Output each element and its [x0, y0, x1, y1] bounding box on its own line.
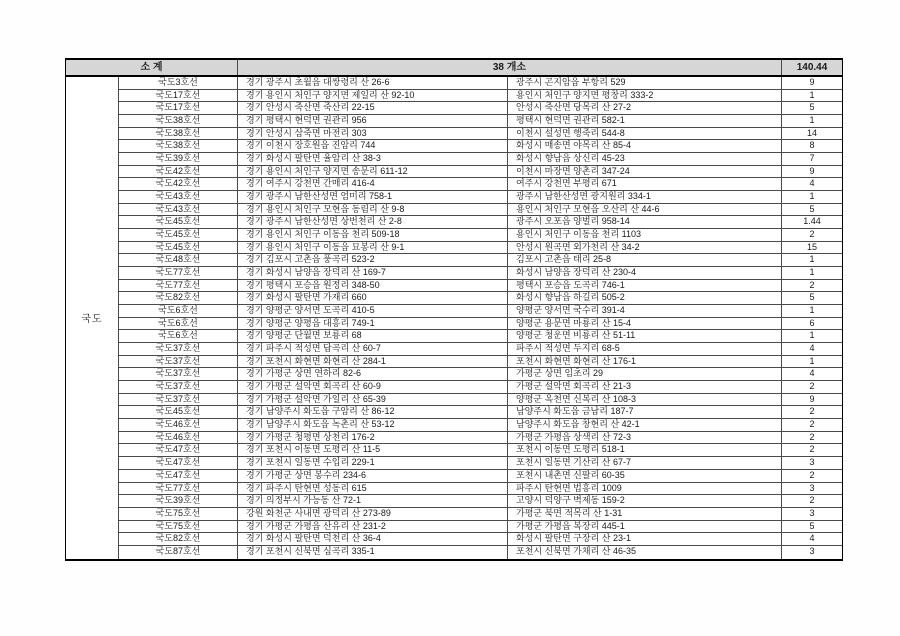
quantity-cell: 5 — [809, 292, 815, 303]
start-address-cell: 경기 용인시 처인구 양지면 제일리 산 92-10 — [238, 90, 508, 102]
route-name-cell: 국도43호선 — [119, 191, 238, 203]
quantity-cell: 9 — [809, 393, 815, 404]
quantity-cell: 15 — [806, 241, 817, 252]
start-address-cell: 경기 화성시 남양읍 장덕리 산 169-7 — [238, 267, 508, 279]
start-address-cell: 경기 평택시 현덕면 권관리 956 — [238, 115, 508, 127]
start-address-cell: 경기 남양주시 화도읍 녹촌리 산 53-12 — [238, 419, 508, 431]
start-address-cell: 경기 여주시 강천면 간매리 416-4 — [238, 178, 508, 190]
end-address-cell: 이천시 마장면 양촌리 347-24 — [508, 166, 782, 178]
group-label-cell: 국도 — [66, 77, 119, 559]
start-address-cell: 경기 광주시 남한산성면 엄미리 758-1 — [238, 191, 508, 203]
quantity-cell: 4 — [809, 178, 815, 189]
end-address-cell: 이천시 설성면 행죽리 544-8 — [508, 128, 782, 140]
quantity-cell: 9 — [809, 77, 815, 87]
route-name-cell: 국도45호선 — [119, 216, 238, 228]
quantity-cell: 1 — [809, 305, 815, 316]
end-address-cell: 포천시 이동면 도평리 518-1 — [508, 444, 782, 456]
quantity-cell: 3 — [809, 482, 815, 493]
end-address-cell: 화성시 향남읍 상신리 45-23 — [508, 153, 782, 165]
table-row — [119, 102, 842, 115]
end-address-cell: 남양주시 화도읍 금남리 187-7 — [508, 406, 782, 418]
end-address-cell: 광주시 오포읍 양벌리 958-14 — [508, 216, 782, 228]
route-name-cell: 국도6호선 — [119, 305, 238, 317]
end-address-cell: 양평군 청운면 비룡리 산 51-11 — [508, 330, 782, 342]
end-address-cell: 파주시 적성면 두지리 68-5 — [508, 343, 782, 355]
quantity-cell: 1 — [809, 254, 815, 265]
quantity-cell: 3 — [809, 507, 815, 518]
table-row — [119, 343, 842, 356]
end-address-cell: 안성시 원곡면 외가천리 산 34-2 — [508, 242, 782, 254]
route-name-cell: 국도37호선 — [119, 356, 238, 368]
route-name-cell: 국도46호선 — [119, 432, 238, 444]
start-address-cell: 경기 포천시 신북면 심곡리 335-1 — [238, 546, 508, 559]
start-address-cell: 경기 파주시 탄현면 성동리 615 — [238, 483, 508, 495]
end-address-cell: 용인시 처인구 이동읍 천리 1103 — [508, 229, 782, 241]
start-address-cell: 경기 용인시 처인구 이동읍 묘봉리 산 9-1 — [238, 242, 508, 254]
table-row — [119, 305, 842, 318]
quantity-cell: 4 — [809, 368, 815, 379]
route-name-cell: 국도43호선 — [119, 204, 238, 216]
quantity-cell: 1 — [809, 355, 815, 366]
end-address-cell: 포천시 내촌면 신팔리 60-35 — [508, 470, 782, 482]
route-name-cell: 국도42호선 — [119, 166, 238, 178]
table-row — [119, 90, 842, 103]
route-name-cell: 국도38호선 — [119, 128, 238, 140]
start-address-cell: 경기 가평군 청평면 상천리 176-2 — [238, 432, 508, 444]
table-row — [119, 229, 842, 242]
route-name-cell: 국도75호선 — [119, 521, 238, 533]
route-name-cell: 국도3호선 — [119, 77, 238, 89]
table-row — [119, 432, 842, 445]
table-row — [119, 521, 842, 534]
start-address-cell: 경기 양평군 양서면 도곡리 410-5 — [238, 305, 508, 317]
end-address-cell: 양평군 용문면 마룡리 산 15-4 — [508, 318, 782, 330]
route-name-cell: 국도46호선 — [119, 419, 238, 431]
end-address-cell: 화성시 향남읍 하길리 505-2 — [508, 292, 782, 304]
table-row — [119, 457, 842, 470]
route-name-cell: 국도37호선 — [119, 368, 238, 380]
route-name-cell: 국도47호선 — [119, 457, 238, 469]
start-address-cell: 경기 의정부시 가능동 산 72-1 — [238, 495, 508, 507]
table-row — [119, 381, 842, 394]
route-name-cell: 국도42호선 — [119, 178, 238, 190]
table-row — [119, 533, 842, 546]
start-address-cell: 경기 화성시 팔탄면 율암리 산 38-3 — [238, 153, 508, 165]
summary-count: 38 개소 — [238, 60, 782, 75]
end-address-cell: 가평군 가평읍 복장리 445-1 — [508, 521, 782, 533]
table-row — [119, 128, 842, 141]
summary-row — [66, 60, 842, 77]
table-row — [119, 419, 842, 432]
end-address-cell: 김포시 고촌읍 태리 25-8 — [508, 254, 782, 266]
summary-total: 140.44 — [796, 62, 828, 73]
end-address-cell: 화성시 팔탄면 구장리 산 23-1 — [508, 533, 782, 545]
quantity-cell: 2 — [809, 406, 815, 417]
route-name-cell: 국도45호선 — [119, 242, 238, 254]
quantity-cell: 5 — [809, 203, 815, 214]
start-address-cell: 경기 양평군 단월면 보룡리 68 — [238, 330, 508, 342]
table-row — [119, 254, 842, 267]
route-name-cell: 국도87호선 — [119, 546, 238, 559]
table-row — [119, 115, 842, 128]
end-address-cell: 양평군 옥천면 신복리 산 108-3 — [508, 394, 782, 406]
start-address-cell: 강원 화천군 사내면 광덕리 산 273-89 — [238, 508, 508, 520]
route-name-cell: 국도17호선 — [119, 102, 238, 114]
quantity-cell: 6 — [809, 317, 815, 328]
quantity-cell: 3 — [809, 545, 815, 556]
quantity-cell: 9 — [809, 165, 815, 176]
table-row — [119, 495, 842, 508]
road-register-table — [65, 58, 843, 561]
start-address-cell: 경기 이천시 장호원읍 진암리 744 — [238, 140, 508, 152]
start-address-cell: 경기 김포시 고촌읍 풍곡리 523-2 — [238, 254, 508, 266]
start-address-cell: 경기 파주시 적성면 답곡리 산 60-7 — [238, 343, 508, 355]
quantity-cell: 5 — [809, 520, 815, 531]
route-name-cell: 국도39호선 — [119, 495, 238, 507]
table-row — [119, 292, 842, 305]
end-address-cell: 포천시 화현면 화현리 산 176-1 — [508, 356, 782, 368]
quantity-cell: 2 — [809, 419, 815, 430]
route-name-cell: 국도77호선 — [119, 267, 238, 279]
route-name-cell: 국도6호선 — [119, 318, 238, 330]
end-address-cell: 안성시 죽산면 당목리 산 27-2 — [508, 102, 782, 114]
table-row — [119, 178, 842, 191]
table-body — [66, 77, 842, 559]
quantity-cell: 4 — [809, 343, 815, 354]
end-address-cell: 화성시 남양읍 장덕리 산 230-4 — [508, 267, 782, 279]
start-address-cell: 경기 화성시 팔탄면 덕천리 산 36-4 — [238, 533, 508, 545]
table-row — [119, 508, 842, 521]
quantity-cell: 2 — [809, 495, 815, 506]
start-address-cell: 경기 포천시 화현면 화현리 산 284-1 — [238, 356, 508, 368]
summary-label: 소 계 — [66, 60, 238, 75]
route-name-cell: 국도77호선 — [119, 483, 238, 495]
quantity-cell: 1.44 — [803, 216, 821, 227]
route-name-cell: 국도37호선 — [119, 343, 238, 355]
route-name-cell: 국도75호선 — [119, 508, 238, 520]
start-address-cell: 경기 용인시 처인구 양지면 송문리 611-12 — [238, 166, 508, 178]
route-name-cell: 국도39호선 — [119, 153, 238, 165]
start-address-cell: 경기 남양주시 화도읍 구암리 산 86-12 — [238, 406, 508, 418]
quantity-cell: 2 — [809, 444, 815, 455]
end-address-cell: 여주시 강천면 부평리 671 — [508, 178, 782, 190]
quantity-cell: 5 — [809, 102, 815, 113]
quantity-cell: 1 — [809, 191, 815, 202]
route-name-cell: 국도47호선 — [119, 444, 238, 456]
quantity-cell: 4 — [809, 533, 815, 544]
end-address-cell: 가평군 북면 적목리 산 1-31 — [508, 508, 782, 520]
start-address-cell: 경기 가평군 가평읍 산유리 산 231-2 — [238, 521, 508, 533]
quantity-cell: 1 — [809, 267, 815, 278]
quantity-cell: 2 — [809, 381, 815, 392]
end-address-cell: 고양시 덕양구 벽제동 159-2 — [508, 495, 782, 507]
route-name-cell: 국도45호선 — [119, 406, 238, 418]
start-address-cell: 경기 평택시 포승읍 원정리 348-50 — [238, 280, 508, 292]
table-row — [119, 140, 842, 153]
start-address-cell: 경기 광주시 남한산성면 상번천리 산 2-8 — [238, 216, 508, 228]
table-row — [119, 470, 842, 483]
end-address-cell: 가평군 상면 임초리 29 — [508, 368, 782, 380]
end-address-cell: 포천시 신북면 가채리 산 46-35 — [508, 546, 782, 559]
quantity-cell: 2 — [809, 279, 815, 290]
start-address-cell: 경기 안성시 죽산면 죽산리 22-15 — [238, 102, 508, 114]
table-row — [119, 216, 842, 229]
quantity-cell: 1 — [809, 115, 815, 126]
table-row — [119, 204, 842, 217]
route-name-cell: 국도37호선 — [119, 394, 238, 406]
quantity-cell: 1 — [809, 89, 815, 100]
table-row — [119, 267, 842, 280]
start-address-cell: 경기 양평군 양평읍 대흥리 749-1 — [238, 318, 508, 330]
table-row — [119, 318, 842, 331]
start-address-cell: 경기 가평군 설악면 회곡리 산 60-9 — [238, 381, 508, 393]
route-name-cell: 국도77호선 — [119, 280, 238, 292]
table-row — [119, 546, 842, 559]
start-address-cell: 경기 용인시 처인구 이동읍 천리 509-18 — [238, 229, 508, 241]
route-name-cell: 국도6호선 — [119, 330, 238, 342]
table-row — [119, 394, 842, 407]
end-address-cell: 화성시 매송면 야목리 산 85-4 — [508, 140, 782, 152]
table-row — [119, 444, 842, 457]
quantity-cell: 2 — [809, 431, 815, 442]
start-address-cell: 경기 가평군 설악면 가일리 산 65-39 — [238, 394, 508, 406]
end-address-cell: 남양주시 화도읍 창현리 산 42-1 — [508, 419, 782, 431]
table-row — [119, 153, 842, 166]
end-address-cell: 가평군 설악면 회곡리 산 21-3 — [508, 381, 782, 393]
end-address-cell: 광주시 곤지암읍 부항리 529 — [508, 77, 782, 89]
table-row — [119, 191, 842, 204]
start-address-cell: 경기 광주시 초월읍 대쌍령리 산 26-6 — [238, 77, 508, 89]
quantity-cell: 14 — [806, 127, 817, 138]
route-name-cell: 국도82호선 — [119, 533, 238, 545]
route-name-cell: 국도38호선 — [119, 140, 238, 152]
end-address-cell: 광주시 남한산성면 광지원리 334-1 — [508, 191, 782, 203]
start-address-cell: 경기 가평군 상면 연하리 82-6 — [238, 368, 508, 380]
end-address-cell: 평택시 포승읍 도곡리 746-1 — [508, 280, 782, 292]
end-address-cell: 양평군 양서면 국수리 391-4 — [508, 305, 782, 317]
start-address-cell: 경기 화성시 팔탄면 가재리 660 — [238, 292, 508, 304]
table-row — [119, 356, 842, 369]
route-name-cell: 국도47호선 — [119, 470, 238, 482]
end-address-cell: 포천시 일동면 기산리 산 67-7 — [508, 457, 782, 469]
route-name-cell: 국도38호선 — [119, 115, 238, 127]
route-name-cell: 국도45호선 — [119, 229, 238, 241]
route-name-cell: 국도17호선 — [119, 90, 238, 102]
end-address-cell: 평택시 현덕면 권관리 582-1 — [508, 115, 782, 127]
table-row — [119, 406, 842, 419]
table-row — [119, 242, 842, 255]
table-row — [119, 166, 842, 179]
route-name-cell: 국도48호선 — [119, 254, 238, 266]
start-address-cell: 경기 가평군 상면 봉수리 234-6 — [238, 470, 508, 482]
table-rows — [119, 77, 842, 559]
quantity-cell: 2 — [809, 469, 815, 480]
start-address-cell: 경기 용인시 처인구 모현읍 동림리 산 9-8 — [238, 204, 508, 216]
quantity-cell: 8 — [809, 140, 815, 151]
start-address-cell: 경기 포천시 일동면 수입리 229-1 — [238, 457, 508, 469]
route-name-cell: 국도82호선 — [119, 292, 238, 304]
end-address-cell: 용인시 처인구 양지면 평창리 333-2 — [508, 90, 782, 102]
table-row — [119, 368, 842, 381]
end-address-cell: 파주시 탄현면 법흥리 1009 — [508, 483, 782, 495]
table-row — [119, 330, 842, 343]
table-row — [119, 77, 842, 90]
quantity-cell: 2 — [809, 229, 815, 240]
table-row — [119, 483, 842, 496]
quantity-cell: 3 — [809, 457, 815, 468]
route-name-cell: 국도37호선 — [119, 381, 238, 393]
quantity-cell: 1 — [809, 330, 815, 341]
end-address-cell: 가평군 가평읍 상색리 산 72-3 — [508, 432, 782, 444]
start-address-cell: 경기 안성시 삼죽면 마전리 303 — [238, 128, 508, 140]
table-row — [119, 280, 842, 293]
quantity-cell: 7 — [809, 153, 815, 164]
end-address-cell: 용인시 처인구 모현읍 오산리 산 44-6 — [508, 204, 782, 216]
start-address-cell: 경기 포천시 이동면 도평리 산 11-5 — [238, 444, 508, 456]
